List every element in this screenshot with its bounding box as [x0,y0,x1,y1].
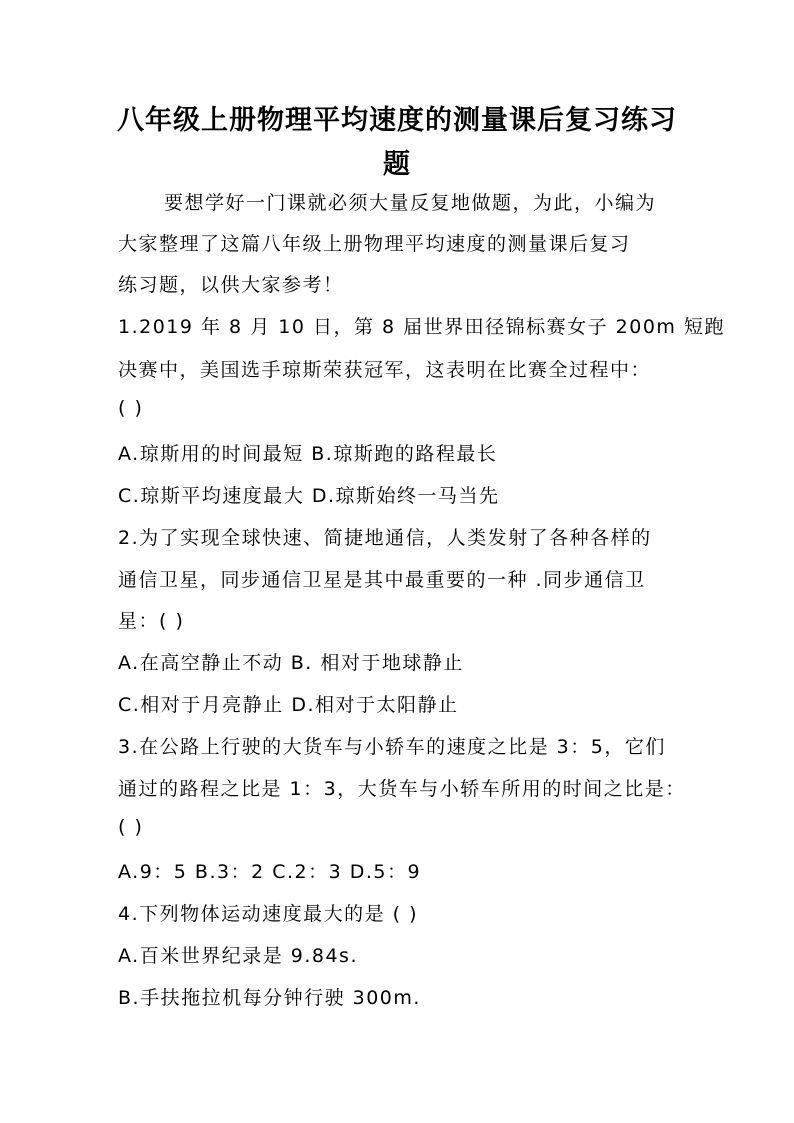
question-4-stem: 4.下列物体运动速度最大的是 ( ) [118,903,419,925]
question-1-option: C.琼斯平均速度最大 D.琼斯始终一马当先 [118,485,500,507]
question-3-option: A.9：5 B.3：2 C.2：3 D.5：9 [118,861,422,883]
page-title: 八年级上册物理平均速度的测量课后复习练习 [117,105,677,136]
question-3-stem: 通过的路程之比是 1：3，大货车与小轿车所用的时间之比是： [118,778,686,800]
question-4-option: A.百米世界纪录是 9.84s. [118,945,358,967]
intro-paragraph-line: 要想学好一门课就必须大量反复地做题，为此，小编为 [164,192,657,214]
question-4-option: B.手扶拖拉机每分钟行驶 300m. [118,987,421,1009]
question-2-option: A.在高空静止不动 B. 相对于地球静止 [118,652,464,674]
question-2-stem: 通信卫星，同步通信卫星是其中最重要的一种 .同步通信卫 [118,569,646,591]
question-1-stem: ( ) [118,397,144,419]
question-2-stem: 2.为了实现全球快速、简捷地通信，人类发射了各种各样的 [118,527,652,549]
question-1-stem: 决赛中，美国选手琼斯荣获冠军，这表明在比赛全过程中： [118,359,652,381]
question-1-stem: 1.2019 年 8 月 10 日，第 8 届世界田径锦标赛女子 200m 短跑 [118,316,725,338]
question-1-option: A.琼斯用的时间最短 B.琼斯跑的路程最长 [118,443,498,465]
page-title-continued: 题 [383,149,411,180]
intro-paragraph-line: 练习题，以供大家参考！ [118,274,344,296]
question-3-stem: ( ) [118,816,144,838]
question-3-stem: 3.在公路上行驶的大货车与小轿车的速度之比是 3：5，它们 [118,736,666,758]
question-2-option: C.相对于月亮静止 D.相对于太阳静止 [118,694,459,716]
question-2-stem: 星：( ) [118,610,185,632]
intro-paragraph-line: 大家整理了这篇八年级上册物理平均速度的测量课后复习 [118,233,631,255]
